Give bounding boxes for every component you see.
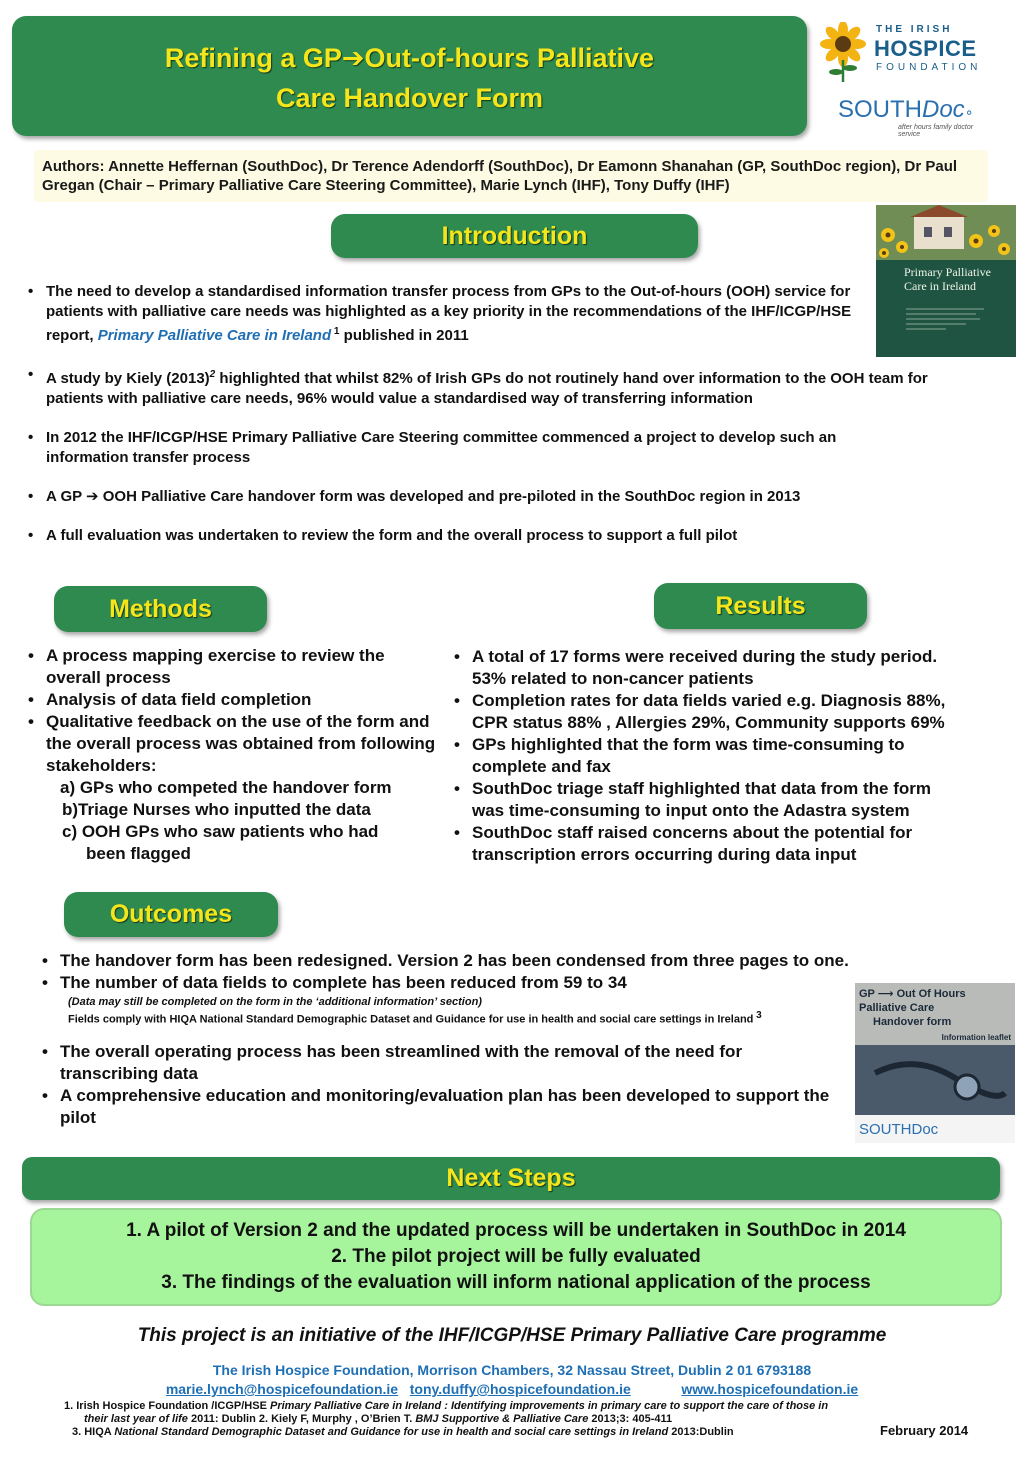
leaflet-southdoc-brand: SOUTHDoc (859, 1121, 939, 1138)
sunflower-icon (818, 22, 868, 84)
list-item (452, 734, 982, 778)
intro-item-3-text: In 2012 the IHF/ICGP/HSE Primary Palliative Care Steering committee commenced a project to develop such an information transfer process (46, 429, 837, 466)
outcomes-item-4-text: A comprehensive education and monitoring/evaluation plan has been developed to support the pilot (60, 1086, 830, 1127)
poster-title (12, 38, 807, 118)
contact-links (0, 1380, 1024, 1399)
footnote-marker: 2 (209, 369, 216, 380)
foundation-address: The Irish Hospice Foundation, Morrison Chambers, 32 Nassau Street, Dublin 2 01 6793188 (212, 1362, 812, 1378)
reference-1-line-1 (64, 1400, 944, 1413)
reference-3-source: 3. HIQA (72, 1426, 115, 1438)
additional-info-note: (Data may still be completed on the form in the ‘additional information’ section) (68, 996, 482, 1008)
initiative-statement: This project is an initiative of the IHF/ICGP/HSE Primary Palliative Care programme (137, 1325, 887, 1346)
leaflet-subtitle: Information leaflet (941, 1033, 1011, 1042)
intro-item-2-end: highlighted that whilst 82% of Irish GPs do not routinely hand over information to the OOH team for patients with palliative care needs, 96% would value a standardised way of transferring information (46, 370, 928, 407)
email-link-tony-duffy[interactable]: tony.duffy@hospicefoundation.ie (409, 1381, 631, 1397)
list-item (26, 365, 976, 409)
introduction-heading (331, 214, 698, 258)
reference-3 (64, 1426, 944, 1439)
reference-3-place: 2013:Dublin (668, 1426, 734, 1438)
results-item-3-text: GPs highlighted that the form was time-consuming to complete and fax (472, 735, 905, 776)
title-banner (12, 16, 807, 136)
outcomes-list (40, 950, 960, 994)
footnote-marker: 3 (753, 1010, 762, 1021)
logo-hospice: HOSPICE (874, 36, 977, 61)
methods-heading (54, 586, 267, 632)
southdoc-logo (836, 92, 996, 138)
leaflet-line-1: GP ⟶ Out Of Hours (859, 988, 966, 1000)
title-line-2: Care Handover Form (275, 83, 544, 113)
results-heading-label: Results (715, 591, 806, 620)
references (64, 1400, 944, 1439)
intro-item-2-start: A study by Kiely (2013) (46, 370, 210, 387)
outcomes-heading-label: Outcomes (109, 900, 233, 928)
reference-2-volume: 2013;3: 405-411 (588, 1413, 673, 1425)
methods-item-1-text: A process mapping exercise to review the overall process (46, 646, 385, 687)
list-item (452, 690, 972, 734)
reference-1-line-2 (64, 1413, 944, 1426)
results-heading (654, 583, 867, 629)
footnote-marker: 1 (331, 326, 340, 337)
list-item (26, 282, 876, 346)
title-line-1: Refining a GP➔Out-of-hours Palliative (164, 43, 655, 73)
southdoc-tagline: after hours family doctor service (898, 124, 974, 138)
next-step-1: 1. A pilot of Version 2 and the updated process will be undertaken in SouthDoc in 2014 (126, 1220, 906, 1241)
report-title-reference: Primary Palliative Care in Ireland (97, 327, 332, 344)
methods-item-2-text: Analysis of data field completion (46, 690, 312, 709)
email-link-marie-lynch[interactable]: marie.lynch@hospicefoundation.ie (165, 1381, 399, 1397)
intro-item-5-text: A full evaluation was undertaken to review the form and the overall process to support a full pilot (46, 527, 738, 544)
reference-1-source: 1. Irish Hospice Foundation /ICGP/HSE (64, 1400, 270, 1412)
hiqa-compliance-text: Fields comply with HIQA National Standard Demographic Dataset and Guidance for use in health and social care settings in Ireland (68, 1013, 754, 1026)
introduction-list (26, 282, 976, 565)
contact-details (0, 1361, 1024, 1399)
stakeholder-ooh-gps: c) OOH GPs who saw patients who had (62, 822, 379, 841)
next-steps-heading-label: Next Steps (446, 1164, 576, 1192)
report-cover-title-line-1: Primary Palliative (904, 265, 991, 279)
stakeholder-ooh-gps-cont: been flagged (86, 844, 191, 863)
reference-2-authors: 2011: Dublin 2. Kiely F, Murphy , O’Brien T. (187, 1413, 416, 1425)
stakeholder-gps: a) GPs who competed the handover form (60, 778, 392, 797)
list-item (452, 646, 952, 690)
reference-1-title-cont: their last year of life (84, 1413, 188, 1425)
outcomes-list-continued (40, 1041, 830, 1129)
list-item (26, 428, 896, 468)
leaflet-line-2: Palliative Care (859, 1002, 935, 1014)
poster-date: February 2014 (880, 1423, 969, 1438)
hiqa-compliance-note (40, 1009, 888, 1027)
handover-leaflet-image (855, 983, 1015, 1143)
list-item (40, 950, 960, 972)
intro-item-1-end: published in 2011 (339, 327, 469, 344)
leaflet-title (859, 987, 966, 1029)
results-item-4-text: SouthDoc triage staff highlighted that data from the form was time-consuming to input onto the Adastra system (472, 779, 931, 820)
reference-1-title: Primary Palliative Care in Ireland : Identifying improvements in primary care to support the care of those in (269, 1400, 829, 1412)
methods-heading-label: Methods (109, 594, 212, 623)
list-item (452, 822, 1002, 866)
intro-item-1-text: The need to develop a standardised information transfer process from GPs to the Out-of-hours (OOH) service for patients with palliative care needs was highlighted as a key priority in the recommendations of the IHF/ICGP/HSE report, (46, 283, 852, 344)
list-item (40, 1085, 830, 1129)
next-step-3: 3. The findings of the evaluation will inform national application of the process (161, 1272, 871, 1293)
logo-foundation: FOUNDATION (876, 62, 982, 73)
list-item (40, 1041, 830, 1085)
list-item (26, 526, 976, 546)
intro-item-4-text: A GP ➔ OOH Palliative Care handover form was developed and pre-piloted in the SouthDoc region in 2013 (46, 488, 801, 505)
reference-2-journal: BMJ Supportive & Palliative Care (415, 1413, 589, 1425)
reference-3-title: National Standard Demographic Dataset and Guidance for use in health and social care settings in Ireland (114, 1426, 669, 1438)
next-steps-panel (30, 1208, 1002, 1306)
introduction-heading-label: Introduction (441, 221, 588, 250)
results-item-1-text: A total of 17 forms were received during the study period. 53% related to non-cancer patients (472, 647, 938, 688)
leaflet-line-3: Handover form (873, 1016, 952, 1028)
outcomes-heading (64, 892, 278, 937)
outcomes-item-3-text: The overall operating process has been streamlined with the removal of the need for transcribing data (60, 1042, 743, 1083)
website-link[interactable]: www.hospicefoundation.ie (681, 1381, 859, 1397)
list-item (26, 689, 446, 711)
list-item (452, 778, 947, 822)
next-steps-list (32, 1218, 1000, 1296)
list-item (26, 487, 976, 507)
southdoc-wordmark: SOUTHDoc∘ (838, 96, 974, 123)
list-item (26, 645, 426, 689)
methods-item-3-text: Qualitative feedback on the use of the form and the overall process was obtained from following stakeholders: (46, 712, 436, 775)
methods-list (26, 645, 446, 865)
authors-text: Authors: Annette Heffernan (SouthDoc), Dr Terence Adendorff (SouthDoc), Dr Eamonn Shanahan (GP, SouthDoc region), Dr Paul Gregan (Chair – Primary Palliative Care Steering Committee), Marie Lynch (IHF), Tony Duffy (IHF) (42, 158, 958, 194)
logo-the-irish: THE IRISH (876, 24, 953, 35)
results-list (452, 646, 1007, 866)
stakeholder-triage-nurses: b)Triage Nurses who inputted the data (62, 800, 371, 819)
results-item-2-text: Completion rates for data fields varied e.g. Diagnosis 88%, CPR status 88% , Allergies 29%, Community supports 69% (472, 691, 946, 732)
outcomes-item-2-text: The number of data fields to complete has been reduced from 59 to 34 (60, 973, 627, 992)
list-item (40, 972, 960, 994)
report-cover-title-line-2: Care in Ireland (904, 279, 976, 293)
outcomes-item-1-text: The handover form has been redesigned. Version 2 has been condensed from three pages to one. (60, 951, 849, 970)
authors-panel (34, 150, 988, 202)
list-item (26, 711, 436, 865)
irish-hospice-foundation-logo (818, 22, 998, 84)
next-steps-heading (22, 1157, 1000, 1200)
results-item-5-text: SouthDoc staff raised concerns about the potential for transcription errors occurring during data input (472, 823, 913, 864)
next-step-2: 2. The pilot project will be fully evaluated (331, 1246, 701, 1267)
